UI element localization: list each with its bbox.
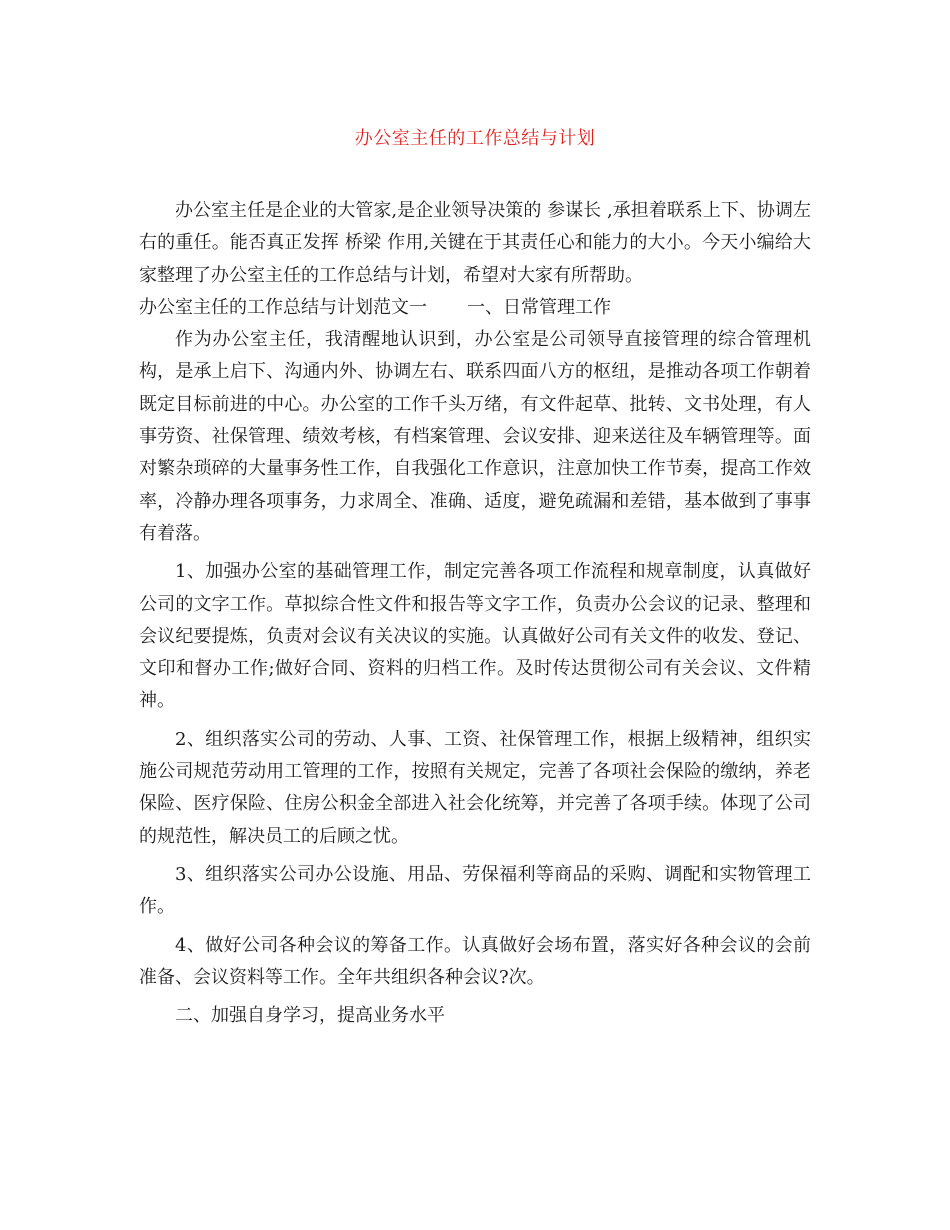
intro-paragraph: 办公室主任是企业的大管家,是企业领导决策的 参谋长 ,承担着联系上下、协调左右的重任。能否真正发挥 桥梁 作用,关键在于其责任心和能力的大小。今天小编给大家整理了办公室主任的工作总结与计划，希望对大家有所帮助。 — [139, 200, 811, 286]
section-label: 办公室主任的工作总结与计划范文一 — [139, 296, 427, 318]
paragraph-daily-management: 作为办公室主任，我清醒地认识到，办公室是公司领导直接管理的综合管理机构，是承上启下、沟通内外、协调左右、联系四面八方的枢纽，是推动各项工作朝着既定目标前进的中心。办公室的工作千头万绪，有文件起草、批转、文书处理，有人事劳资、社保管理、绩效考核，有档案管理、会议安排、迎来送往及车辆管理等。面对繁杂琐碎的大量事务性工作，自我强化工作意识，注意加快工作节奏，提高工作效率，冷静办理各项事务，力求周全、准确、适度，避免疏漏和差错，基本做到了事事有着落。 — [139, 329, 811, 544]
paragraph-item-4: 4、做好公司各种会议的筹备工作。认真做好会场布置，落实好各种会议的会前准备、会议资料等工作。全年共组织各种会议?次。 — [139, 934, 811, 988]
section-heading: 一、日常管理工作 — [467, 296, 611, 318]
paragraph-item-3: 3、组织落实公司办公设施、用品、劳保福利等商品的采购、调配和实物管理工作。 — [139, 863, 811, 918]
paragraph-item-1: 1、加强办公室的基础管理工作，制定完善各项工作流程和规章制度，认真做好公司的文字工作。草拟综合性文件和报告等文字工作，负责办公会议的记录、整理和会议纪要提炼，负责对会议有关决议的实施。认真做好公司有关文件的收发、登记、文印和督办工作;做好合同、资料的归档工作。及时传达贯彻公司有关会议、文件精神。 — [139, 561, 811, 712]
paragraph-item-2: 2、组织落实公司的劳动、人事、工资、社保管理工作，根据上级精神，组织实施公司规范劳动用工管理的工作，按照有关规定，完善了各项社会保险的缴纳，养老保险、医疗保险、住房公积金全部进入社会化统筹，并完善了各项手续。体现了公司的规范性，解决员工的后顾之忧。 — [139, 728, 811, 847]
document-title: 办公室主任的工作总结与计划 — [354, 128, 596, 149]
section-heading-line — [139, 292, 811, 324]
document-body — [139, 195, 811, 1038]
section-heading-2: 二、加强自身学习，提高业务水平 — [175, 1005, 445, 1027]
